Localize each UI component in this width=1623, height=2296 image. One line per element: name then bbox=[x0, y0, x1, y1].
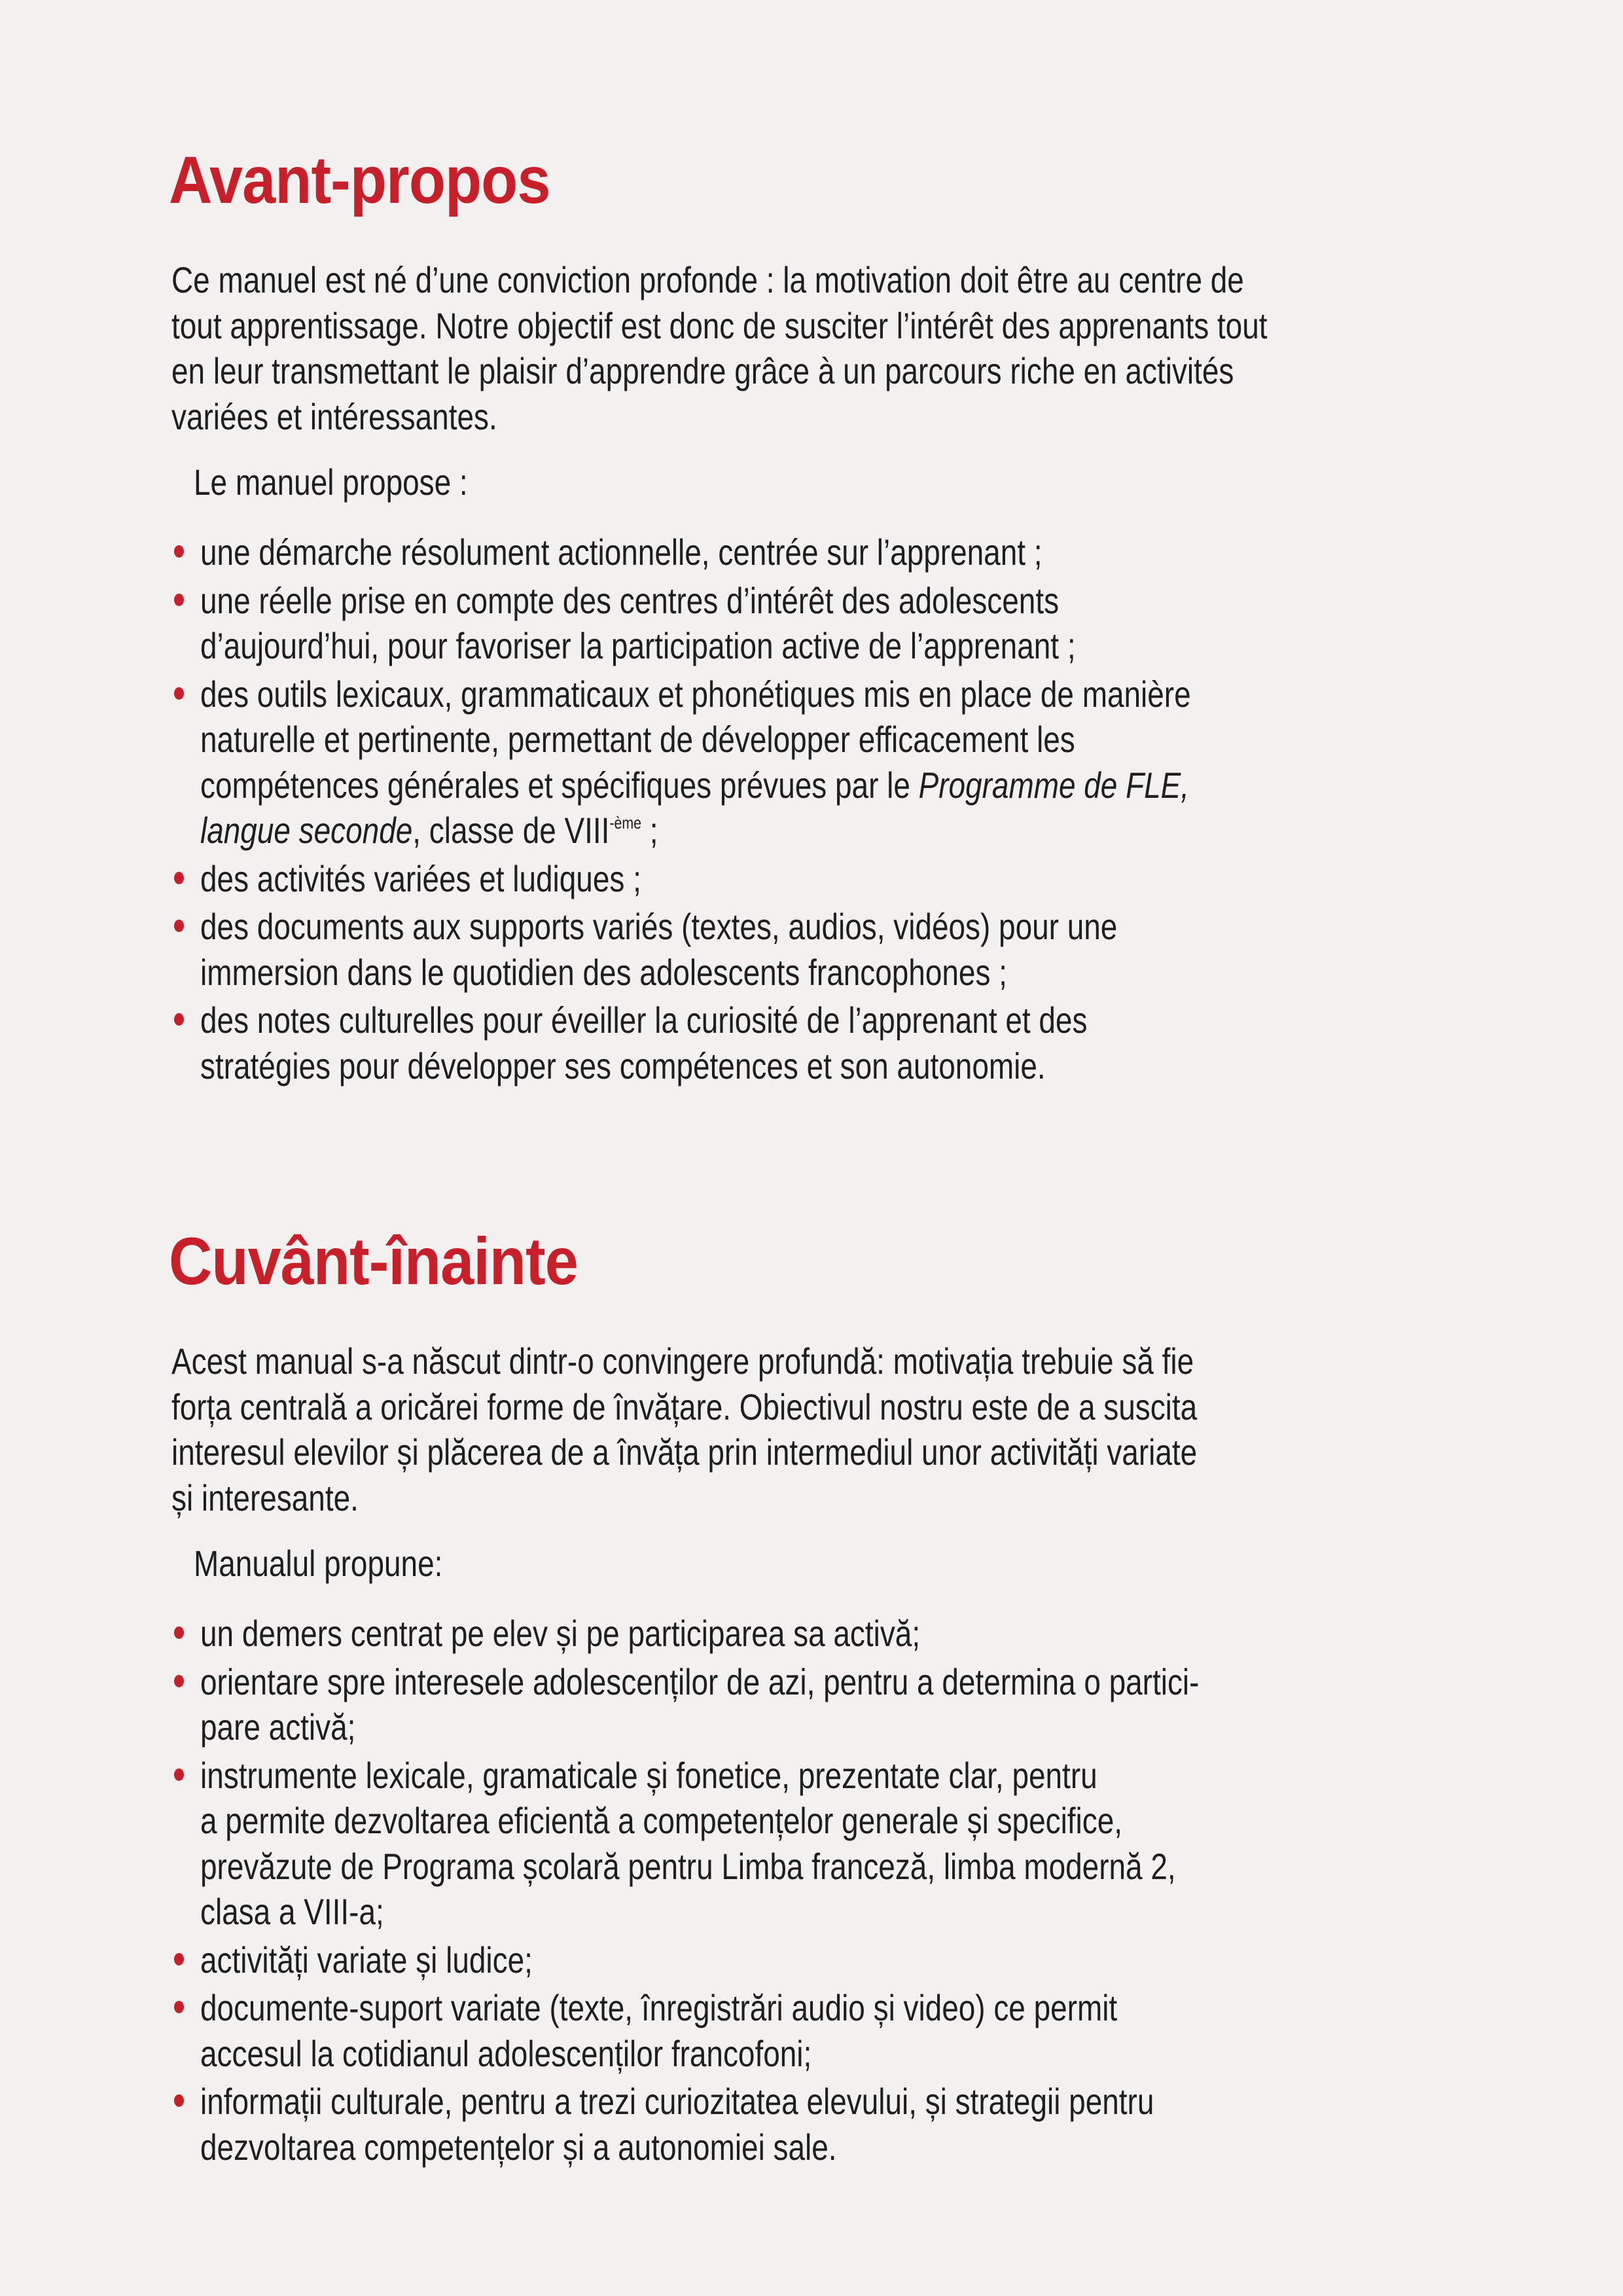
bullet-line bbox=[200, 1985, 1117, 2030]
bullet-text: stratégies pour développer ses compétences et son autonomie. bbox=[200, 1045, 1046, 1086]
bullet-text: une démarche résolument actionnelle, centrée sur l’apprenant ; bbox=[200, 531, 1043, 573]
bullet-line bbox=[200, 1659, 1199, 1704]
lead-text: Manualul propune: bbox=[194, 1543, 443, 1584]
bullet-icon bbox=[174, 920, 184, 932]
bullet-text-italic: langue seconde bbox=[200, 810, 413, 851]
bullet-text: orientare spre interesele adolescenților de azi, pentru a determina o partici- bbox=[200, 1660, 1200, 1702]
bullet-text: prevăzute de Programa școlară pentru Limba franceză, limba modernă 2, bbox=[200, 1845, 1176, 1887]
bullet-text: des notes culturelles pour éveiller la curiosité de l’apprenant et des bbox=[200, 999, 1088, 1041]
bullet-icon bbox=[174, 1675, 184, 1687]
section-0 bbox=[0, 0, 1623, 1086]
section-1 bbox=[0, 1081, 1623, 2168]
bullet-line bbox=[200, 529, 1043, 575]
lead-text: Le manuel propose : bbox=[194, 461, 468, 503]
intro-line: Ce manuel est né d’une conviction profonde : la motivation doit être au centre de bbox=[171, 259, 1244, 300]
bullet-text: dezvoltarea competențelor și a autonomiei sale. bbox=[200, 2126, 837, 2168]
bullet-text: des activités variées et ludiques ; bbox=[200, 857, 641, 899]
bullet-text: instrumente lexicale, gramaticale și fonetice, prezentate clar, pentru bbox=[200, 1754, 1097, 1796]
bullet-line bbox=[200, 2031, 812, 2076]
bullet-line bbox=[200, 1704, 355, 1749]
bullet-icon bbox=[174, 1626, 184, 1639]
bullet-line bbox=[200, 1844, 1176, 1889]
bullet-line bbox=[200, 623, 1076, 668]
bullet-icon bbox=[174, 1013, 184, 1026]
bullet-line bbox=[200, 1937, 533, 1982]
bullet-text: immersion dans le quotidien des adolescents francophones ; bbox=[200, 951, 1007, 993]
bullet-line bbox=[200, 1798, 1122, 1843]
bullet-line bbox=[200, 578, 1059, 623]
bullet-text-italic: Programme de FLE, bbox=[918, 764, 1190, 806]
bullet-text: d’aujourd’hui, pour favoriser la participation active de l’apprenant ; bbox=[200, 625, 1076, 666]
bullet-line bbox=[200, 904, 1117, 949]
bullet-line bbox=[200, 950, 1007, 995]
bullet-line bbox=[200, 2125, 837, 2170]
bullet-line bbox=[200, 2079, 1154, 2124]
intro-line: și interesante. bbox=[171, 1477, 359, 1518]
intro-line: en leur transmettant le plaisir d’apprendre grâce à un parcours riche en activités bbox=[171, 350, 1234, 391]
bullet-text: a permite dezvoltarea eficientă a competențelor generale și specifice, bbox=[200, 1800, 1122, 1841]
intro-line: forța centrală a oricărei forme de învățare. Obiectivul nostru este de a suscita bbox=[171, 1386, 1198, 1427]
bullet-text: pare activă; bbox=[200, 1706, 356, 1748]
intro-line: Acest manual s-a născut dintr-o convingere profundă: motivația trebuie să fie bbox=[171, 1340, 1194, 1382]
section-title: Cuvânt-înainte bbox=[169, 1224, 578, 1299]
superscript: -ème bbox=[609, 813, 642, 833]
bullet-text: des documents aux supports variés (textes, audios, vidéos) pour une bbox=[200, 906, 1118, 947]
bullet-icon bbox=[174, 594, 184, 606]
section-title: Avant-propos bbox=[169, 143, 550, 217]
bullet-icon bbox=[174, 872, 184, 884]
intro-line: interesul elevilor și plăcerea de a învăța prin intermediul unor activități variate bbox=[171, 1431, 1198, 1473]
bullet-line bbox=[200, 856, 641, 901]
bullet-text: activități variate și ludice; bbox=[200, 1939, 533, 1981]
bullet-text: , classe de VIII bbox=[412, 810, 610, 851]
bullet-line bbox=[200, 717, 1075, 762]
bullet-icon bbox=[174, 2094, 184, 2107]
bullet-text: accesul la cotidianul adolescenților francofoni; bbox=[200, 2032, 812, 2074]
bullet-text: un demers centrat pe elev și pe participarea sa activă; bbox=[200, 1613, 921, 1654]
bullet-icon bbox=[174, 1953, 184, 1965]
intro-line: tout apprentissage. Notre objectif est donc de susciter l’intérêt des apprenants tout bbox=[171, 304, 1268, 346]
bullet-icon bbox=[174, 545, 184, 558]
bullet-line bbox=[200, 1611, 920, 1656]
bullet-text: naturelle et pertinente, permettant de développer efficacement les bbox=[200, 719, 1075, 760]
bullet-line bbox=[200, 1753, 1097, 1798]
bullet-icon bbox=[174, 2001, 184, 2013]
bullet-line bbox=[200, 672, 1191, 717]
bullet-text: documente-suport variate (texte, înregistrări audio și video) ce permit bbox=[200, 1987, 1118, 2028]
bullet-icon bbox=[174, 687, 184, 700]
bullet-line bbox=[200, 997, 1087, 1043]
bullet-line bbox=[200, 808, 658, 853]
intro-line: variées et intéressantes. bbox=[171, 395, 497, 437]
bullet-text: une réelle prise en compte des centres d’intérêt des adolescents bbox=[200, 579, 1060, 621]
bullet-icon bbox=[174, 1768, 184, 1781]
bullet-line bbox=[200, 762, 1189, 808]
bullet-text: compétences générales et spécifiques prévues par le bbox=[200, 764, 919, 806]
bullet-line bbox=[200, 1889, 384, 1934]
bullet-text: clasa a VIII-a; bbox=[200, 1891, 384, 1932]
bullet-text: informații culturale, pentru a trezi curiozitatea elevului, și strategii pentru bbox=[200, 2081, 1154, 2122]
bullet-text: ; bbox=[641, 810, 658, 851]
bullet-text: des outils lexicaux, grammaticaux et phonétiques mis en place de manière bbox=[200, 673, 1191, 715]
